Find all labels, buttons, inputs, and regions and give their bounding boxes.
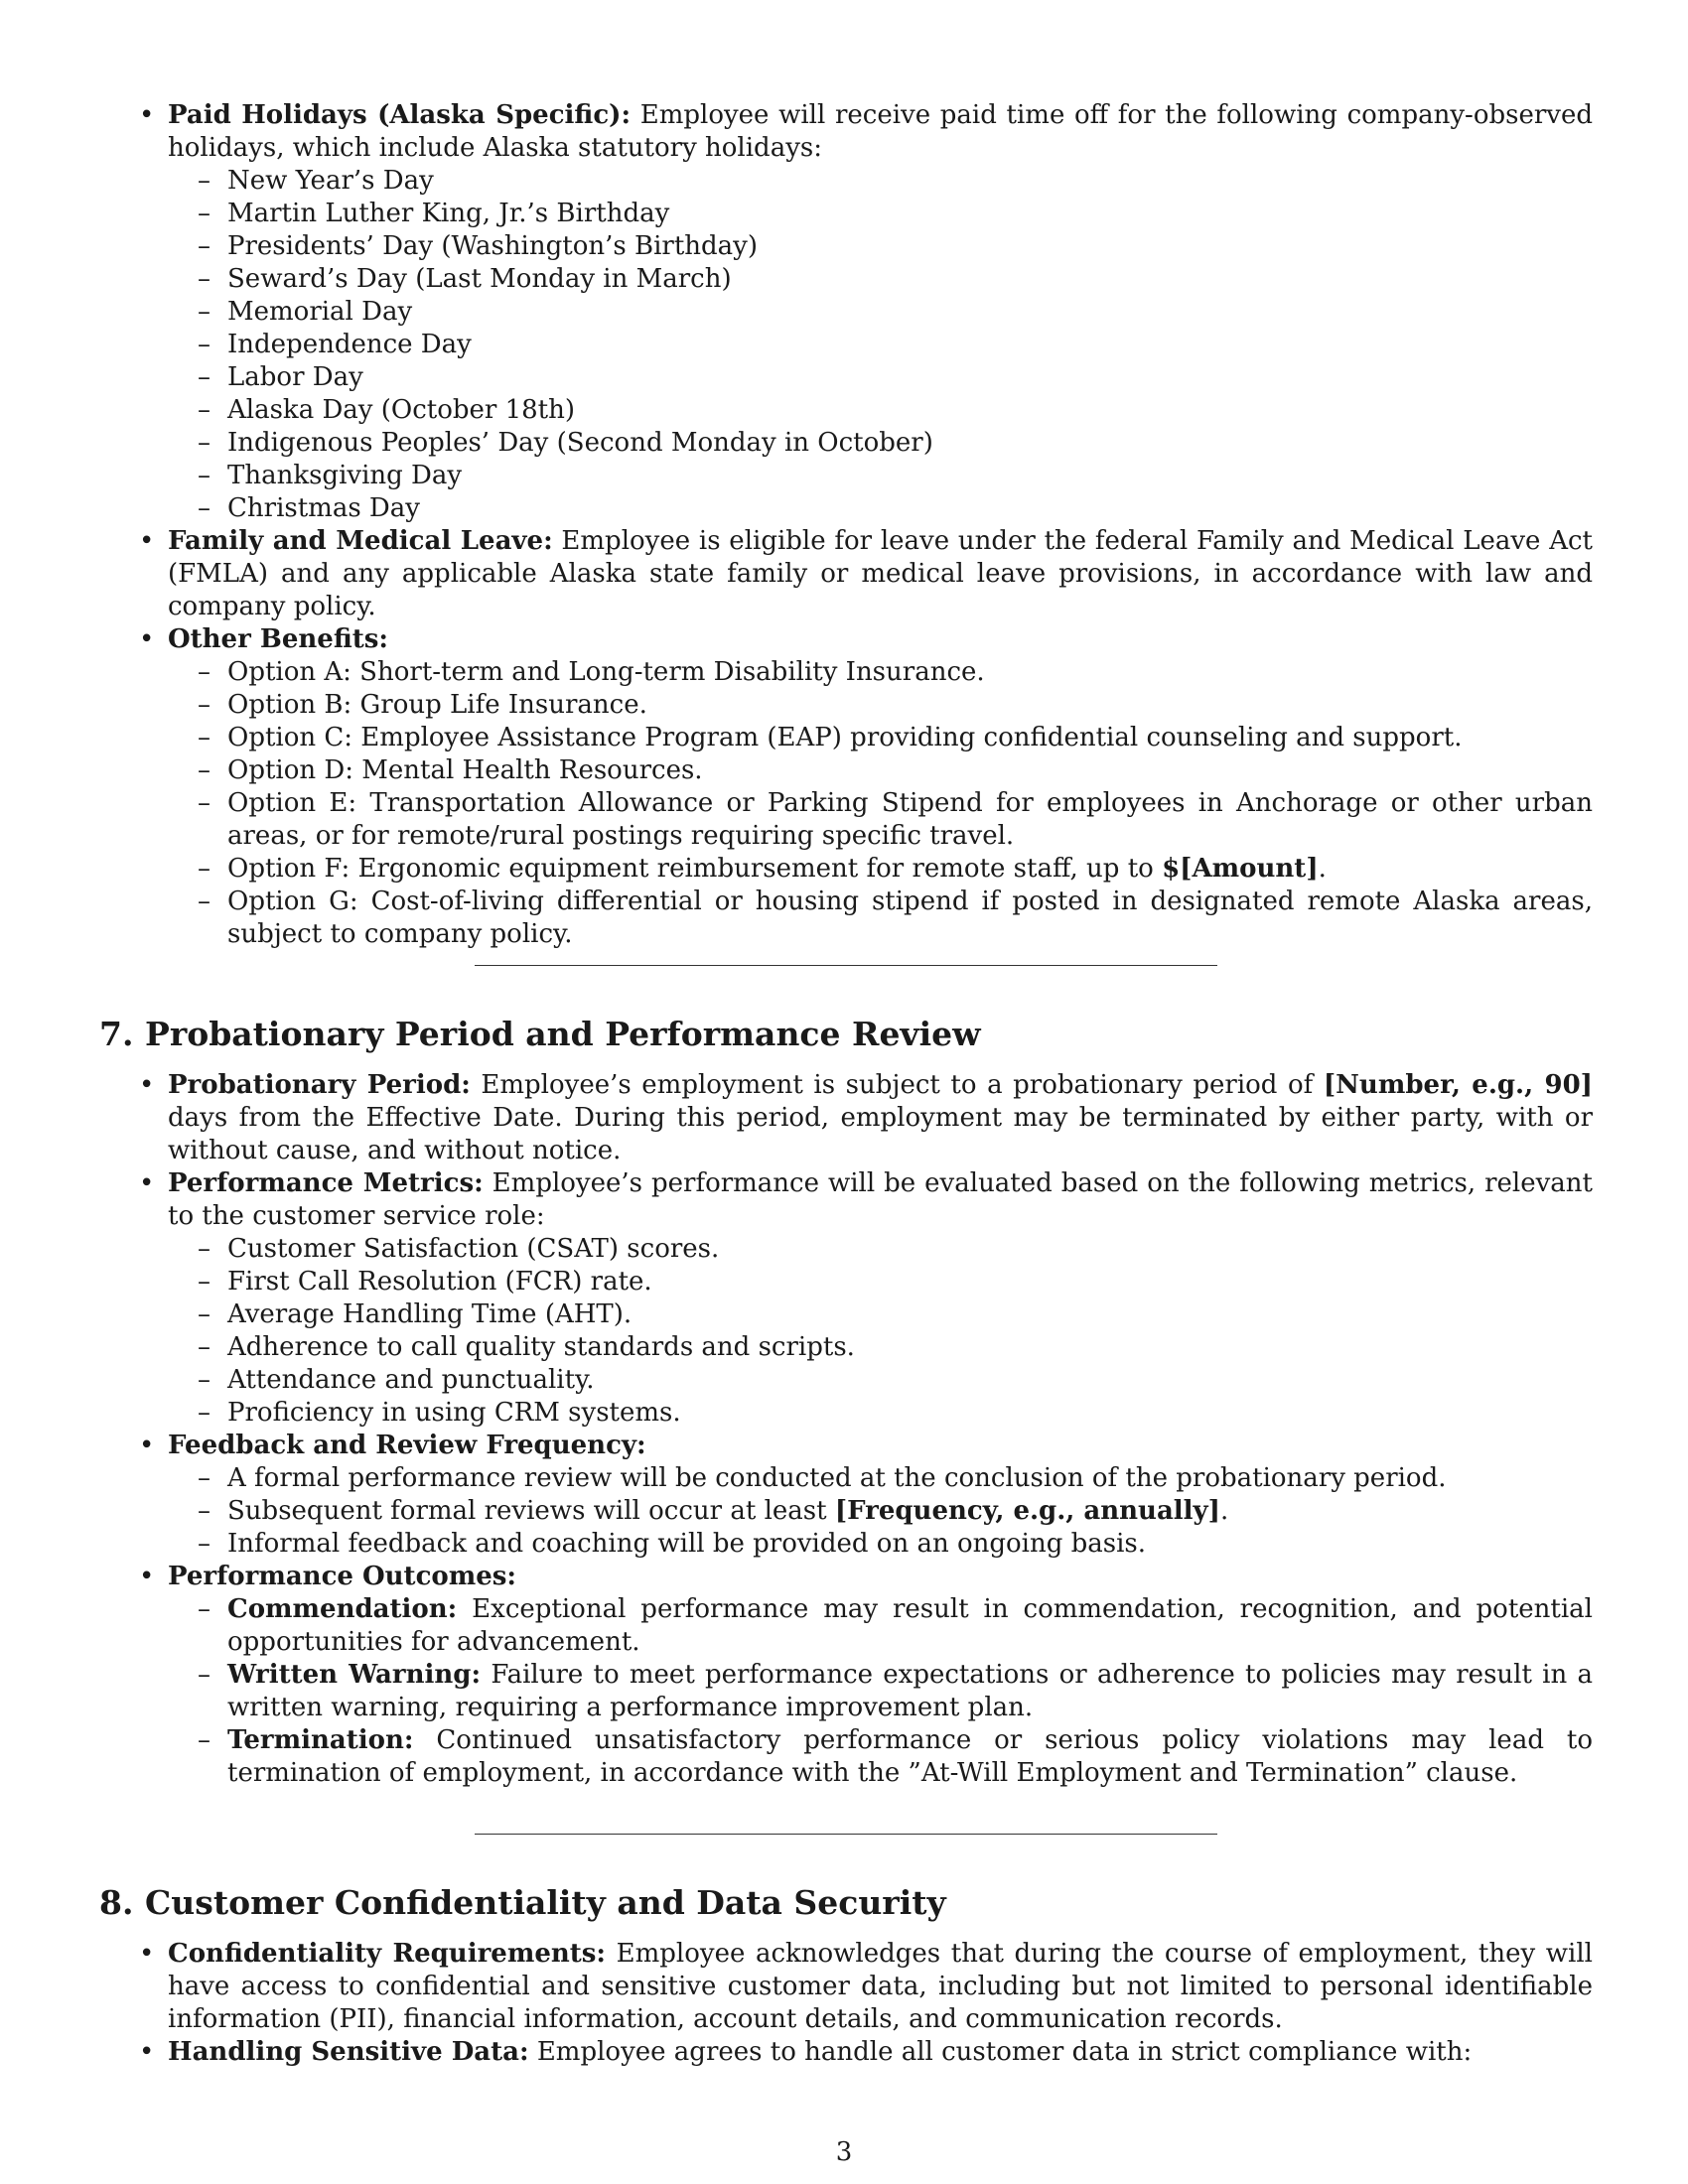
benefit-option: – Option E: Transportation Allowance or Parking Stipend for employees in Anchorage or other urban areas, or for remote/rural postings requiring specific travel. [168,787,1593,853]
benefit-option: – Option C: Employee Assistance Program (EAP) providing confidential counseling and support. [168,722,1593,754]
page-number: 3 [835,2137,853,2167]
feedback-subitem: – A formal performance review will be conducted at the conclusion of the probationary period. [168,1462,1593,1495]
holiday-item: – Labor Day [168,361,1593,394]
benefit-option: – Option A: Short-term and Long-term Disability Insurance. [168,656,1593,689]
metrics-label: Performance Metrics: [168,1168,484,1198]
metric-item: – Adherence to call quality standards and scripts. [168,1331,1593,1364]
holiday-item: – Indigenous Peoples’ Day (Second Monday in October) [168,427,1593,460]
outcome-label: Termination: [227,1725,414,1755]
section-8-heading [99,1883,946,1923]
outcome-label: Commendation: [227,1594,458,1624]
metric-item: – Attendance and punctuality. [168,1364,1593,1397]
benefit-option-f [168,853,1593,886]
holiday-item: – Christmas Day [168,492,1593,525]
fmla-text: Employee is eligible for leave under the federal Family and Medical Leave Act (FMLA) and any applicable Alaska state family or medical leave provisions, in accordance with law and company policy. [168,526,1593,621]
holidays-text: Employee will receive paid time off for the following company-observed holidays, which include Alaska statutory holidays: [168,100,1593,163]
metrics-item [139,1167,1593,1430]
holiday-item: – Memorial Day [168,296,1593,329]
benefit-option: – Option B: Group Life Insurance. [168,689,1593,722]
confidentiality-text: Employee acknowledges that during the course of employment, they will have access to confidential and sensitive customer data, including but not limited to personal identifiable information (PII), financial information, account details, and communication records. [168,1939,1593,2034]
probation-item [139,1069,1593,1167]
holiday-item: – Martin Luther King, Jr.’s Birthday [168,198,1593,230]
outcome-text: Failure to meet performance expectations or adherence to policies may result in a written warning, requiring a performance improvement plan. [227,1660,1593,1722]
holiday-item: – Independence Day [168,329,1593,361]
outcome-text: Continued unsatisfactory performance or serious policy violations may lead to termination of employment, in accordance with the ”At-Will Employment and Termination” clause. [227,1725,1593,1788]
metric-item: – Customer Satisfaction (CSAT) scores. [168,1233,1593,1266]
metric-item: – Proficiency in using CRM systems. [168,1397,1593,1430]
handling-item [139,2036,1593,2069]
section-7-title: Probationary Period and Performance Review [145,1015,981,1053]
benefit-option: – Option D: Mental Health Resources. [168,754,1593,787]
holiday-item: – New Year’s Day [168,165,1593,198]
other-benefits-item [139,623,1593,951]
outcome-text: Exceptional performance may result in commendation, recognition, and potential opportunities for advancement. [227,1594,1593,1657]
section-7-list [139,1069,1593,1790]
metrics-text: Employee’s performance will be evaluated based on the following metrics, relevant to the customer service role: [168,1168,1594,1231]
feedback-label: Feedback and Review Frequency: [168,1431,646,1460]
feedback-frequency-prefix: Subsequent formal reviews will occur at least [227,1496,835,1526]
section-8-number: 8. [99,1883,134,1922]
outcome-commendation [168,1593,1593,1659]
feedback-subitem [168,1495,1593,1528]
outcome-termination [168,1724,1593,1790]
holidays-item [139,99,1593,525]
probation-text-before: Employee’s employment is subject to a probationary period of [470,1070,1324,1100]
metric-item: – Average Handling Time (AHT). [168,1298,1593,1331]
holidays-sublist [168,165,1593,525]
section-divider [475,1834,1217,1835]
holiday-item: – Alaska Day (October 18th) [168,394,1593,427]
probation-label: Probationary Period: [168,1070,471,1100]
outcomes-label: Performance Outcomes: [168,1562,517,1591]
handling-text: Employee agrees to handle all customer data in strict compliance with: [528,2037,1473,2067]
option-f-prefix: Option F: Ergonomic equipment reimbursement for remote staff, up to [227,854,1163,884]
option-f-amount: $[Amount] [1162,854,1319,884]
benefits-list [139,99,1593,951]
feedback-frequency-value: [Frequency, e.g., annually] [834,1496,1220,1526]
handling-label: Handling Sensitive Data: [168,2037,529,2067]
holiday-item: – Seward’s Day (Last Monday in March) [168,263,1593,296]
confidentiality-item [139,1938,1593,2036]
outcomes-item [139,1561,1593,1790]
metrics-sublist [168,1233,1593,1430]
benefit-option: – Option G: Cost-of-living differential or housing stipend if posted in designated remote Alaska areas, subject to company policy. [168,886,1593,951]
confidentiality-label: Confidentiality Requirements: [168,1939,607,1969]
outcome-written-warning [168,1659,1593,1724]
feedback-frequency-suffix: . [1219,1496,1229,1526]
fmla-label: Family and Medical Leave: [168,526,553,556]
other-benefits-sublist [168,656,1593,951]
section-divider [475,965,1217,966]
option-f-suffix: . [1318,854,1327,884]
metric-item: – First Call Resolution (FCR) rate. [168,1266,1593,1298]
feedback-item [139,1430,1593,1561]
section-7-number: 7. [99,1015,134,1053]
fmla-item [139,525,1593,623]
section-8-title: Customer Confidentiality and Data Security [145,1883,946,1922]
section-7-heading [99,1015,981,1054]
probation-text-after: days from the Effective Date. During this period, employment may be terminated by either party, with or without cause, and without notice. [168,1103,1593,1165]
feedback-subitem: – Informal feedback and coaching will be provided on an ongoing basis. [168,1528,1593,1561]
outcomes-sublist [168,1593,1593,1790]
feedback-sublist [168,1462,1593,1561]
holiday-item: – Presidents’ Day (Washington’s Birthday) [168,230,1593,263]
probation-bracket: [Number, e.g., 90] [1323,1070,1593,1100]
other-benefits-label: Other Benefits: [168,624,388,654]
holiday-item: – Thanksgiving Day [168,460,1593,492]
outcome-label: Written Warning: [227,1660,482,1690]
holidays-label: Paid Holidays (Alaska Specific): [168,100,632,130]
section-8-list [139,1938,1593,2069]
